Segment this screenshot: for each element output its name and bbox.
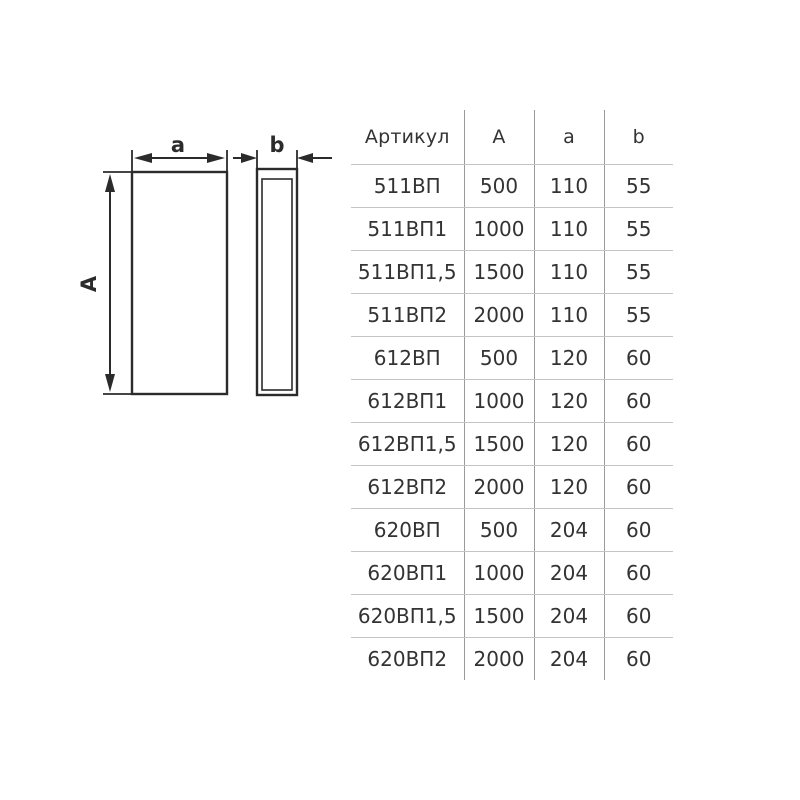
column-header-b: b [604,110,673,165]
value-cell: 110 [534,251,604,294]
article-cell: 620ВП [351,509,464,552]
article-cell: 511ВП1 [351,208,464,251]
header-row [351,110,673,165]
side-view-outer-rect [257,169,297,395]
value-cell: 120 [534,423,604,466]
value-cell: 55 [604,208,673,251]
dimension-b [233,133,332,168]
table-row [351,466,673,509]
column-header-a: a [534,110,604,165]
side-view [257,169,297,395]
article-cell: 620ВП1 [351,552,464,595]
value-cell: 2000 [464,294,534,337]
table-row [351,380,673,423]
value-cell: 60 [604,552,673,595]
table-row [351,509,673,552]
value-cell: 2000 [464,466,534,509]
table-row [351,294,673,337]
article-cell: 612ВП [351,337,464,380]
arrow-left-icon [297,153,313,163]
dimension-A [77,172,131,394]
value-cell: 60 [604,509,673,552]
value-cell: 120 [534,380,604,423]
value-cell: 500 [464,337,534,380]
column-header-A: A [464,110,534,165]
value-cell: 204 [534,595,604,638]
value-cell: 110 [534,294,604,337]
spec-table-body [351,165,673,681]
value-cell: 1500 [464,251,534,294]
table-row [351,552,673,595]
value-cell: 500 [464,165,534,208]
value-cell: 55 [604,251,673,294]
value-cell: 204 [534,552,604,595]
value-cell: 1500 [464,595,534,638]
spec-table-head [351,110,673,165]
arrow-down-icon [105,374,115,392]
value-cell: 55 [604,294,673,337]
value-cell: 1000 [464,552,534,595]
dimension-b-label: b [269,133,285,157]
table-row [351,423,673,466]
value-cell: 60 [604,595,673,638]
value-cell: 2000 [464,638,534,681]
article-cell: 612ВП2 [351,466,464,509]
arrow-right-icon [207,153,225,163]
table-row [351,165,673,208]
value-cell: 60 [604,337,673,380]
spec-table [351,110,673,680]
front-view [132,172,227,394]
dimension-A-label: A [77,275,101,293]
dimension-a-label: a [170,133,186,157]
dimension-drawing [0,0,360,450]
article-cell: 620ВП1,5 [351,595,464,638]
article-cell: 511ВП [351,165,464,208]
article-cell: 612ВП1,5 [351,423,464,466]
value-cell: 120 [534,337,604,380]
value-cell: 55 [604,165,673,208]
value-cell: 1000 [464,208,534,251]
arrow-right-icon [241,153,257,163]
value-cell: 500 [464,509,534,552]
arrow-left-icon [134,153,152,163]
dimension-a [132,133,227,171]
value-cell: 1000 [464,380,534,423]
value-cell: 60 [604,638,673,681]
value-cell: 60 [604,466,673,509]
table-row [351,208,673,251]
article-cell: 612ВП1 [351,380,464,423]
front-view-rect [132,172,227,394]
value-cell: 204 [534,638,604,681]
value-cell: 1500 [464,423,534,466]
article-cell: 620ВП2 [367,647,448,671]
value-cell: 110 [534,165,604,208]
value-cell: 60 [604,423,673,466]
article-cell: 511ВП2 [351,294,464,337]
arrow-up-icon [105,174,115,192]
table-row [351,251,673,294]
value-cell: 204 [534,509,604,552]
table-row [351,638,673,681]
column-header-article: Артикул [351,110,464,165]
article-cell: 511ВП1,5 [351,251,464,294]
table-row [351,337,673,380]
value-cell: 60 [604,380,673,423]
value-cell: 120 [534,466,604,509]
table-row [351,595,673,638]
value-cell: 110 [534,208,604,251]
